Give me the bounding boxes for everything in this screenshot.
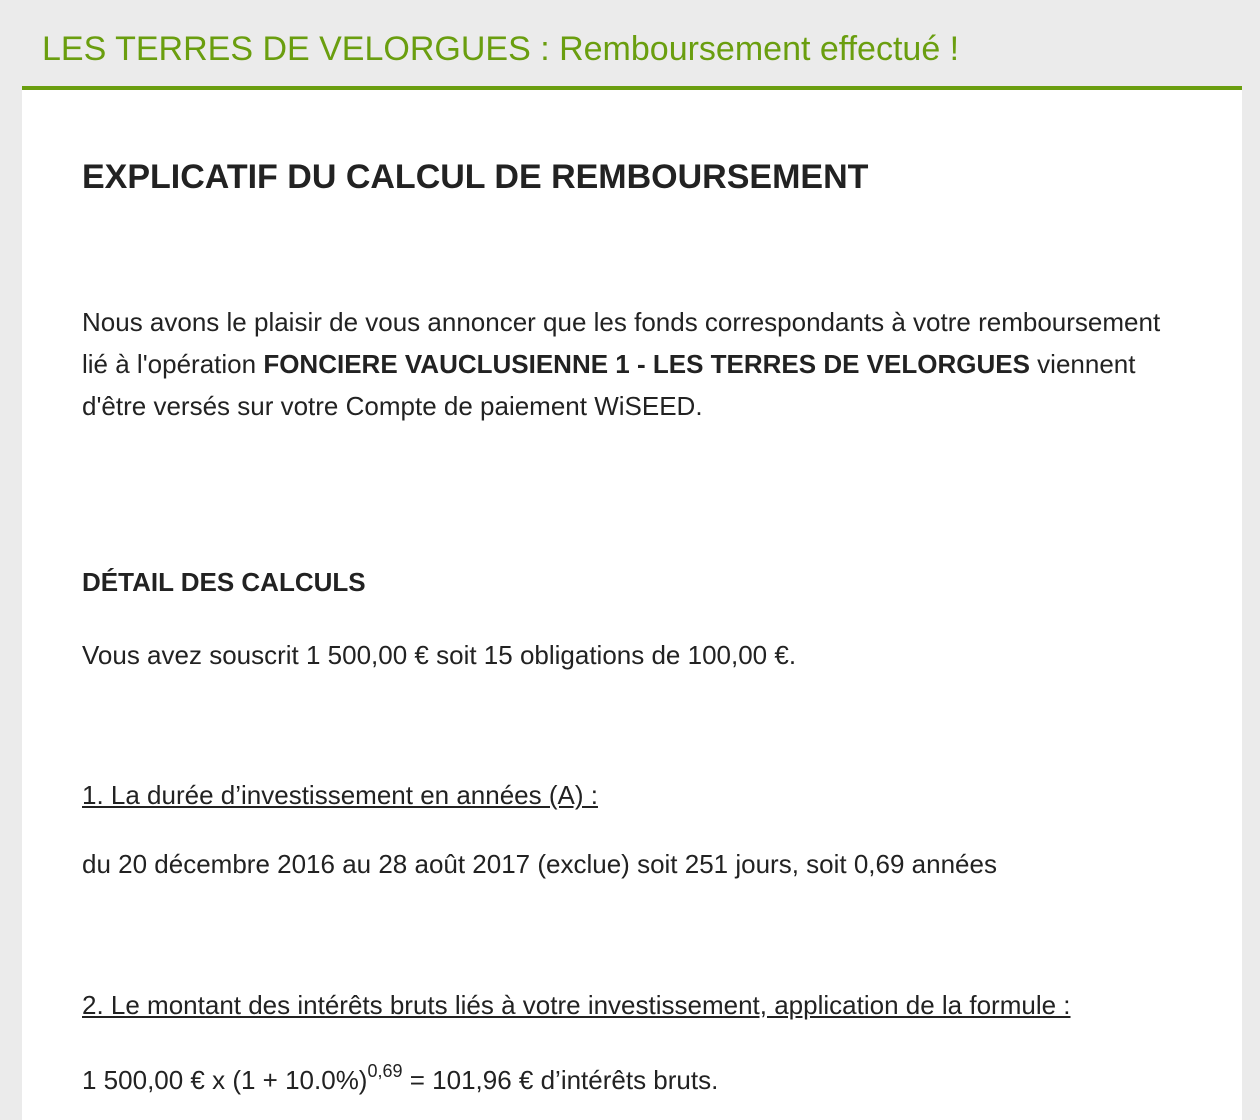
intro-text-end: viennent d'être versés sur votre Compte de paiement WiSEED. bbox=[82, 349, 1136, 421]
details-heading: DÉTAIL DES CALCULS bbox=[82, 567, 366, 597]
formula-base: 1 500,00 € x (1 + 10.0%) bbox=[82, 1065, 368, 1095]
duration-heading: 1. La durée d’investissement en années (A) : bbox=[82, 780, 598, 810]
formula-result: = 101,96 € d’intérêts bruts. bbox=[402, 1065, 719, 1095]
intro-paragraph bbox=[82, 301, 1182, 427]
interest-heading: 2. Le montant des intérêts bruts liés à votre investissement, application de la formule : bbox=[82, 990, 1071, 1020]
intro-text-start: Nous avons le plaisir de vous annoncer que les fonds correspondants à votre remboursement lié à l'opération bbox=[82, 307, 1161, 379]
duration-text: du 20 décembre 2016 au 28 août 2017 (exclue) soit 251 jours, soit 0,69 années bbox=[82, 849, 997, 879]
document-title: EXPLICATIF DU CALCUL DE REMBOURSEMENT bbox=[82, 158, 869, 196]
email-subject-title: LES TERRES DE VELORGUES : Remboursement effectué ! bbox=[42, 30, 960, 68]
subscription-text: Vous avez souscrit 1 500,00 € soit 15 obligations de 100,00 €. bbox=[82, 640, 797, 670]
email-header bbox=[22, 0, 1242, 90]
interest-formula bbox=[82, 1063, 718, 1097]
operation-name: FONCIERE VAUCLUSIENNE 1 - LES TERRES DE VELORGUES bbox=[263, 349, 1030, 379]
formula-exponent: 0,69 bbox=[367, 1061, 403, 1081]
email-body-card bbox=[22, 90, 1242, 1120]
